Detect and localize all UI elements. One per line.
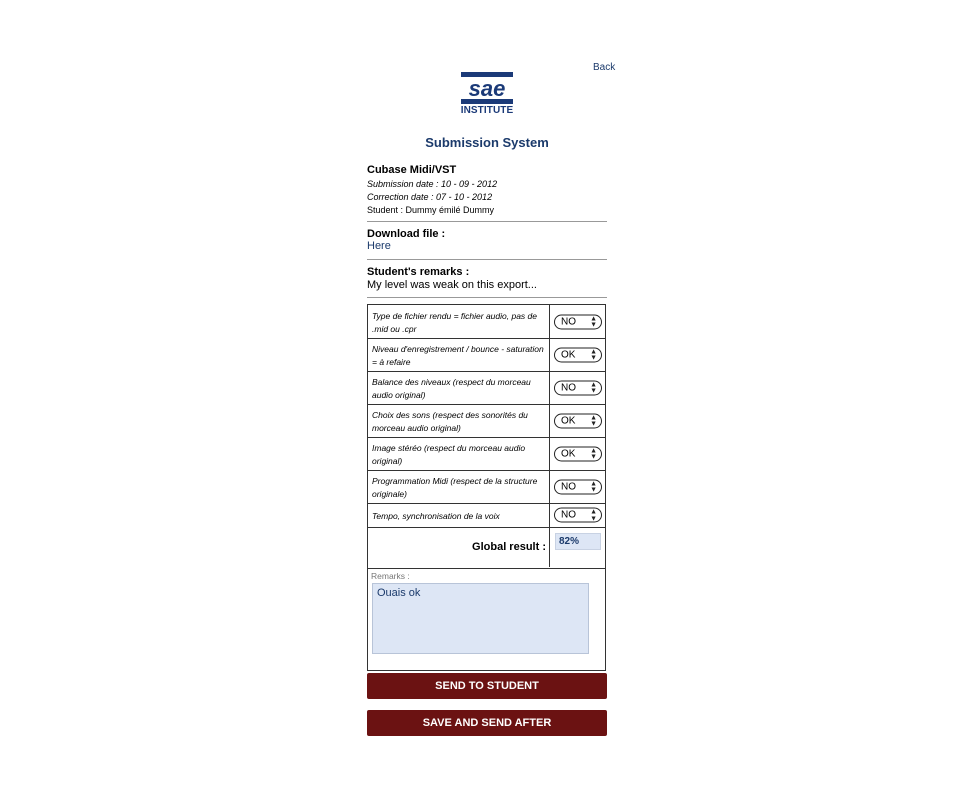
criteria-select-value: NO <box>561 382 576 393</box>
criteria-select[interactable] <box>554 479 602 494</box>
updown-arrow-icon: ▲ ▼ <box>590 508 597 522</box>
remarks-label: Remarks : <box>371 571 410 581</box>
criteria-select[interactable] <box>554 413 602 428</box>
criteria-row <box>368 338 605 372</box>
criteria-select[interactable] <box>554 347 602 362</box>
student-remarks-label: Student's remarks : <box>367 266 470 278</box>
criteria-select-value: OK <box>561 415 576 426</box>
criteria-row <box>368 305 605 339</box>
criteria-row <box>368 437 605 471</box>
criteria-label: Niveau d'enregistrement / bounce - saturation = à refaire <box>368 338 550 371</box>
divider <box>367 297 607 298</box>
sae-logo-mark <box>461 72 513 104</box>
global-result-field[interactable]: 82% <box>555 533 601 550</box>
sae-institute-logo <box>460 72 514 116</box>
criteria-select[interactable] <box>554 446 602 461</box>
updown-arrow-icon: ▲ ▼ <box>590 447 597 461</box>
criteria-select-value: OK <box>561 448 576 459</box>
criteria-select-value: OK <box>561 349 576 360</box>
criteria-row <box>368 470 605 504</box>
global-result-row <box>368 527 605 569</box>
send-to-student-button[interactable]: SEND TO STUDENT <box>367 673 607 699</box>
criteria-label: Image stéréo (respect du morceau audio original) <box>368 437 550 470</box>
updown-arrow-icon: ▲ ▼ <box>590 315 597 329</box>
criteria-label: Choix des sons (respect des sonorités du morceau audio original) <box>368 404 550 437</box>
criteria-select[interactable] <box>554 380 602 395</box>
submission-date: Submission date : 10 - 09 - 2012 <box>367 179 498 189</box>
remarks-textarea[interactable]: Ouais ok <box>372 583 589 654</box>
criteria-label: Programmation Midi (respect de la structure originale) <box>368 470 550 503</box>
back-link[interactable]: Back <box>593 62 616 73</box>
evaluation-grid <box>367 304 606 671</box>
criteria-select[interactable] <box>554 508 602 523</box>
updown-arrow-icon: ▲ ▼ <box>590 480 597 494</box>
divider <box>367 221 607 222</box>
criteria-row <box>368 371 605 405</box>
global-result-label: Global result : <box>368 527 550 567</box>
criteria-select-value: NO <box>561 316 576 327</box>
page-title: Submission System <box>425 135 549 150</box>
criteria-label: Balance des niveaux (respect du morceau audio original) <box>368 371 550 404</box>
updown-arrow-icon: ▲ ▼ <box>590 414 597 428</box>
download-file-label: Download file : <box>367 228 446 240</box>
criteria-select[interactable] <box>554 314 602 329</box>
correction-date: Correction date : 07 - 10 - 2012 <box>367 192 493 202</box>
student-name: Student : Dummy émilé Dummy <box>367 205 495 215</box>
svg-text:sae: sae <box>468 76 506 101</box>
download-file-link[interactable]: Here <box>367 240 391 252</box>
student-remarks-text: My level was weak on this export... <box>367 279 537 291</box>
divider <box>367 259 607 260</box>
updown-arrow-icon: ▲ ▼ <box>590 381 597 395</box>
remarks-section <box>368 568 605 670</box>
criteria-row <box>368 503 605 528</box>
logo-text: INSTITUTE <box>460 105 514 116</box>
criteria-label: Type de fichier rendu = fichier audio, pas de .mid ou .cpr <box>368 305 550 338</box>
save-and-send-after-button[interactable]: SAVE AND SEND AFTER <box>367 710 607 736</box>
course-title: Cubase Midi/VST <box>367 164 457 176</box>
updown-arrow-icon: ▲ ▼ <box>590 348 597 362</box>
criteria-row <box>368 404 605 438</box>
criteria-label: Tempo, synchronisation de la voix <box>368 503 550 527</box>
criteria-select-value: NO <box>561 509 576 521</box>
criteria-select-value: NO <box>561 481 576 492</box>
